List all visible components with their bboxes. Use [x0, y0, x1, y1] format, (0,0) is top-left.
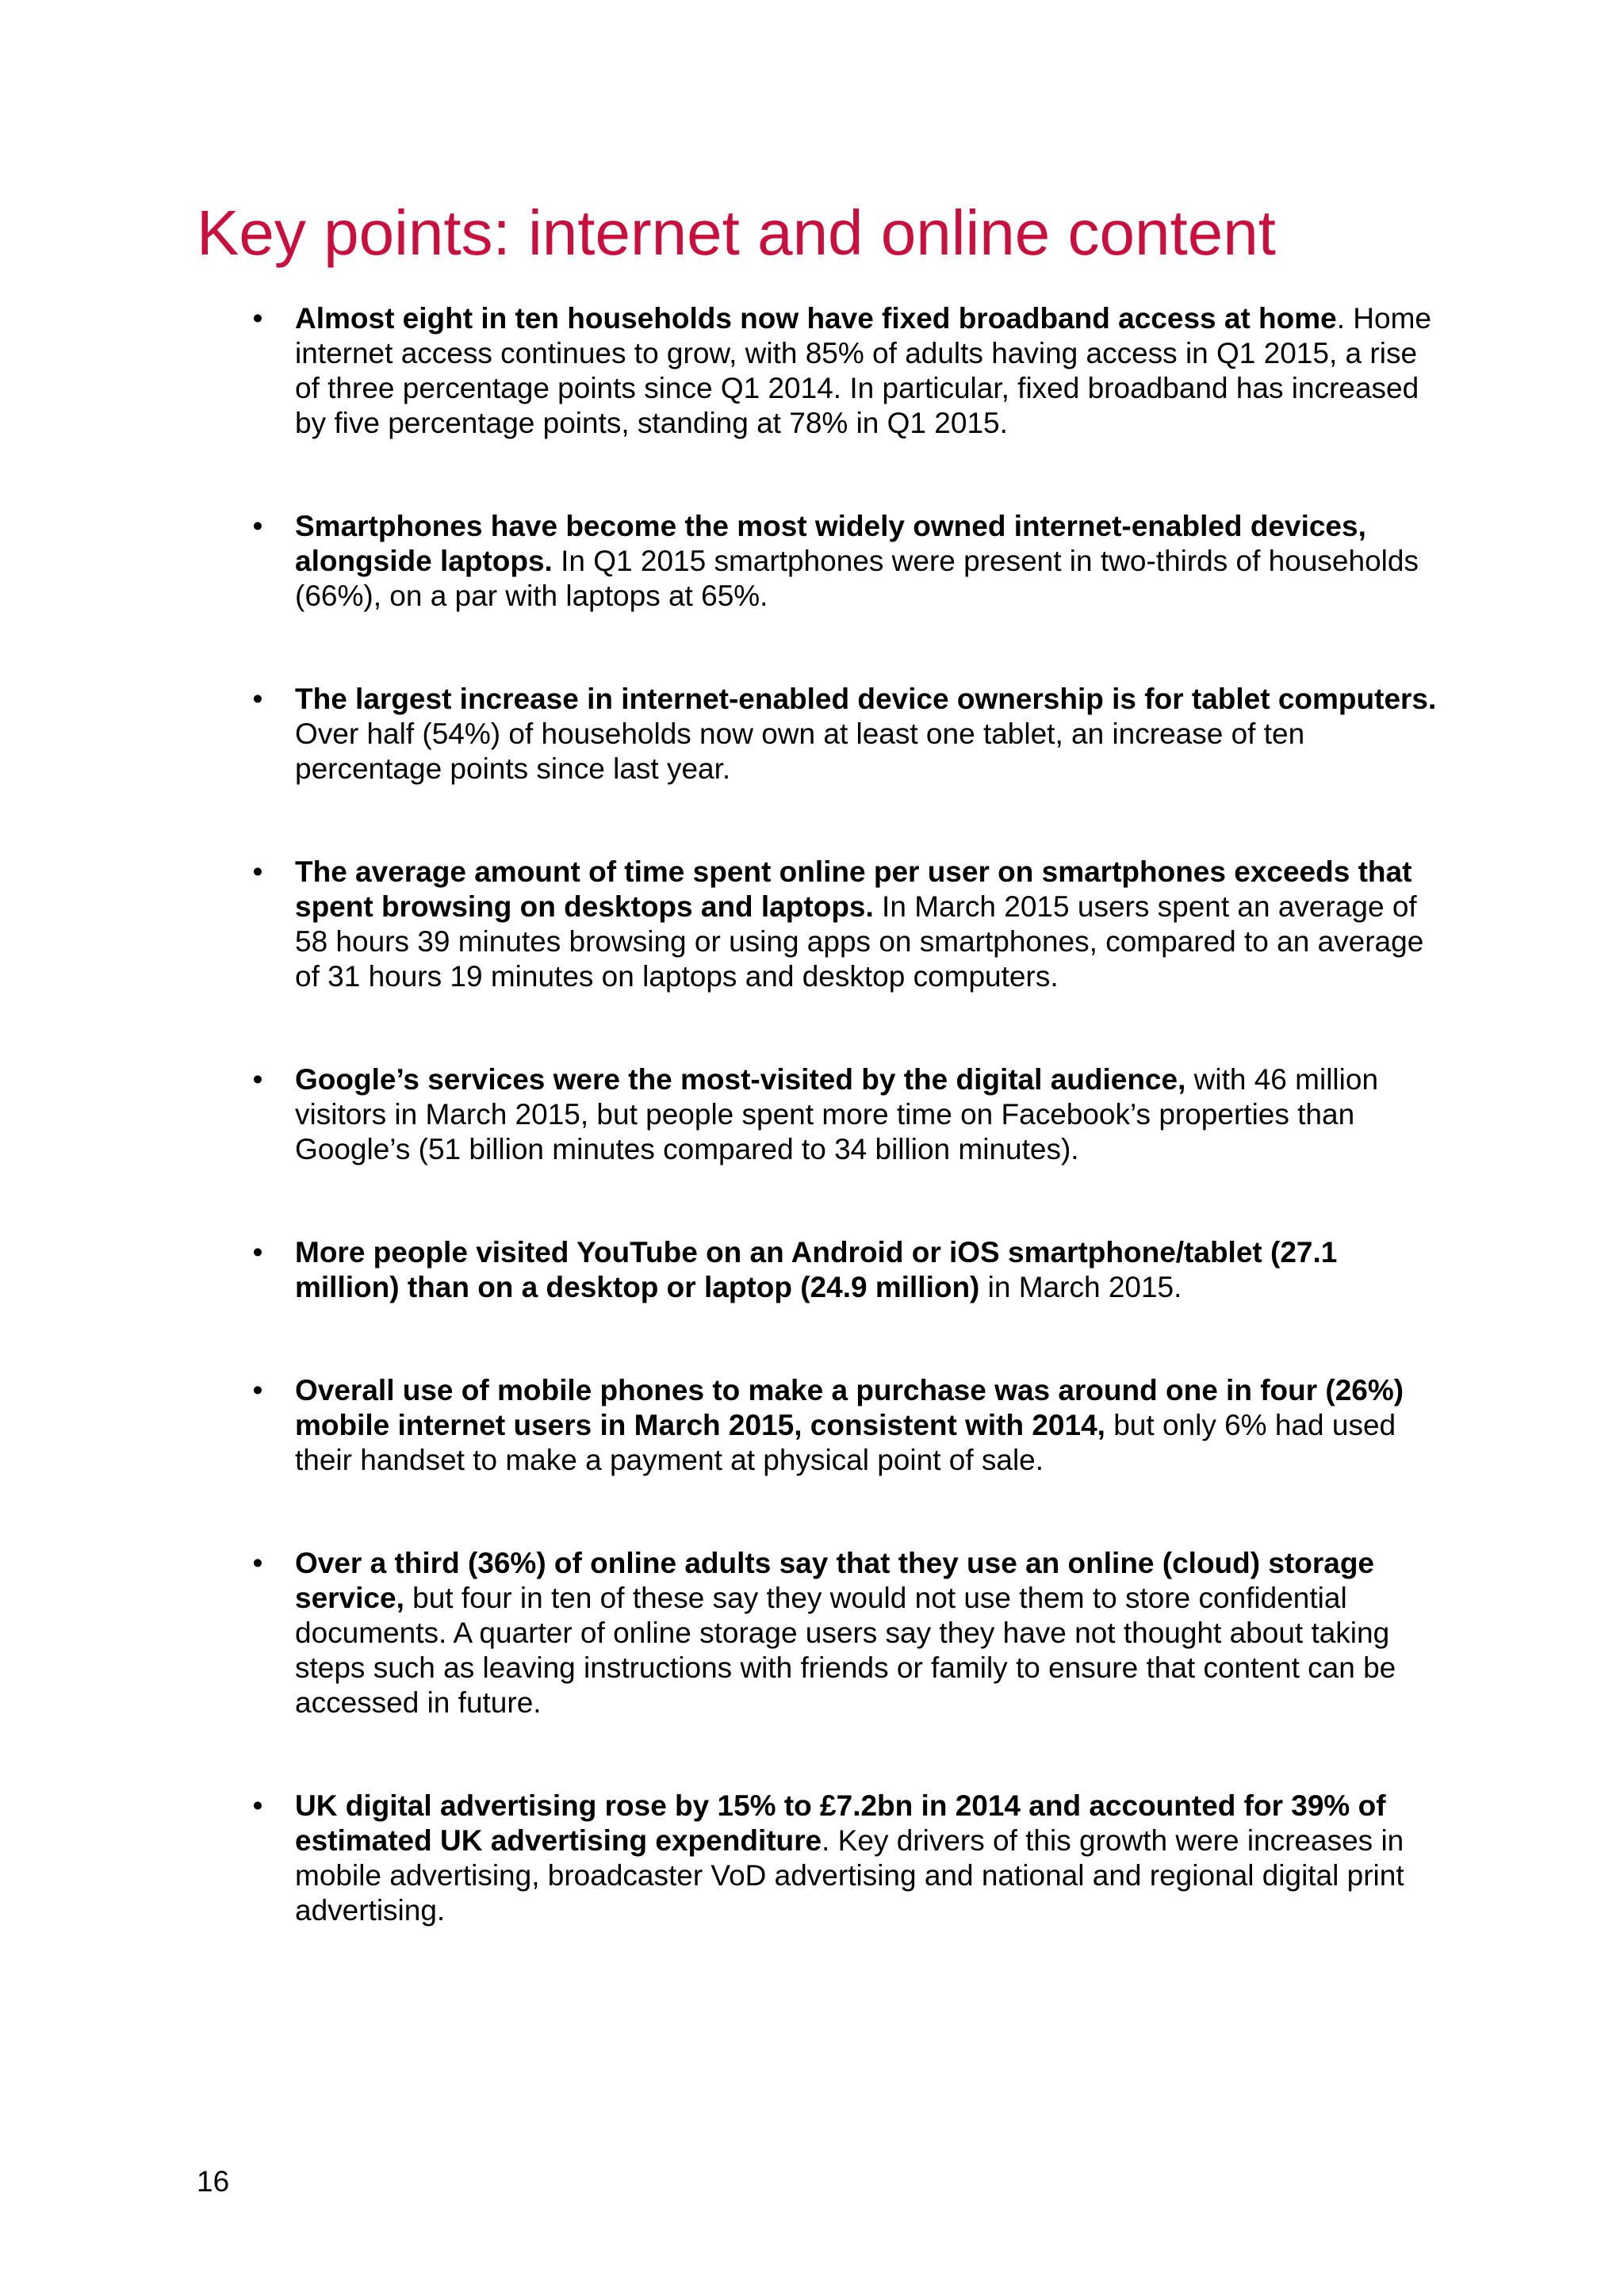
key-point-4 [252, 855, 1437, 994]
page-title: Key points: internet and online content [197, 197, 1276, 268]
key-point-heading: Almost eight in ten households now have fixed broadband access at home [295, 302, 1337, 335]
key-point-2 [252, 509, 1437, 614]
key-point-body: Over half (54%) of households now own at least one tablet, an increase of ten percentage points since last year. [295, 718, 1305, 785]
bullet-icon: • [252, 302, 263, 335]
bullet-icon: • [252, 1236, 263, 1269]
bullet-icon: • [252, 1374, 263, 1406]
key-point-body: with 46 million visitors in March 2015, but people spent more time on Facebook’s properties than Google’s (51 billion minutes compared to 34 billion minutes). [295, 1063, 1379, 1165]
key-point-7 [252, 1373, 1437, 1478]
key-point-body: but only 6% had used their handset to make a payment at physical point of sale. [295, 1409, 1396, 1476]
bullet-icon: • [252, 683, 263, 715]
key-point-5 [252, 1062, 1437, 1167]
key-point-6 [252, 1235, 1437, 1305]
bullet-icon: • [252, 1547, 263, 1579]
key-point-heading: Smartphones have become the most widely owned internet-enabled devices, alongside laptops. [295, 510, 1366, 577]
page-number: 16 [197, 2165, 230, 2198]
key-point-body: in March 2015. [979, 1271, 1182, 1303]
key-point-8 [252, 1546, 1437, 1720]
key-point-heading: The largest increase in internet-enabled device ownership is for tablet computers. [295, 683, 1437, 715]
key-point-body: . Key drivers of this growth were increases in mobile advertising, broadcaster VoD advertising and national and regional digital print advertising. [295, 1824, 1404, 1927]
key-point-heading: Over a third (36%) of online adults say that they use an online (cloud) storage service, [295, 1547, 1375, 1614]
key-point-body: . Home internet access continues to grow, with 85% of adults having access in Q1 2015, a rise of three percentage points since Q1 2014. In particular, fixed broadband has increased by five percentage points, standing at 78% in Q1 2015. [295, 302, 1432, 439]
bullet-icon: • [252, 855, 263, 888]
key-point-9 [252, 1789, 1437, 1928]
key-point-1 [252, 301, 1437, 441]
key-point-heading: The average amount of time spent online per user on smartphones exceeds that spent browsing on desktops and laptops. [295, 855, 1412, 923]
bullet-icon: • [252, 1789, 263, 1822]
key-points-list [252, 301, 1437, 1996]
key-point-heading: Overall use of mobile phones to make a purchase was around one in four (26%) mobile internet users in March 2015, consistent with 2014, [295, 1374, 1404, 1441]
key-point-heading: Google’s services were the most-visited by the digital audience, [295, 1063, 1186, 1096]
bullet-icon: • [252, 510, 263, 542]
key-point-heading: UK digital advertising rose by 15% to £7.2bn in 2014 and accounted for 39% of estimated UK advertising expenditure [295, 1789, 1386, 1857]
key-point-body: In March 2015 users spent an average of 58 hours 39 minutes browsing or using apps on smartphones, compared to an average of 31 hours 19 minutes on laptops and desktop computers. [295, 890, 1424, 993]
key-point-3 [252, 682, 1437, 786]
key-point-body: but four in ten of these say they would not use them to store confidential documents. A quarter of online storage users say they have not thought about taking steps such as leaving instructions with friends or family to ensure that content can be accessed in future. [295, 1582, 1396, 1719]
bullet-icon: • [252, 1063, 263, 1096]
key-point-body: In Q1 2015 smartphones were present in two-thirds of households (66%), on a par with laptops at 65%. [295, 545, 1419, 612]
key-point-heading: More people visited YouTube on an Android or iOS smartphone/tablet (27.1 million) than on a desktop or laptop (24.9 million) [295, 1236, 1338, 1303]
